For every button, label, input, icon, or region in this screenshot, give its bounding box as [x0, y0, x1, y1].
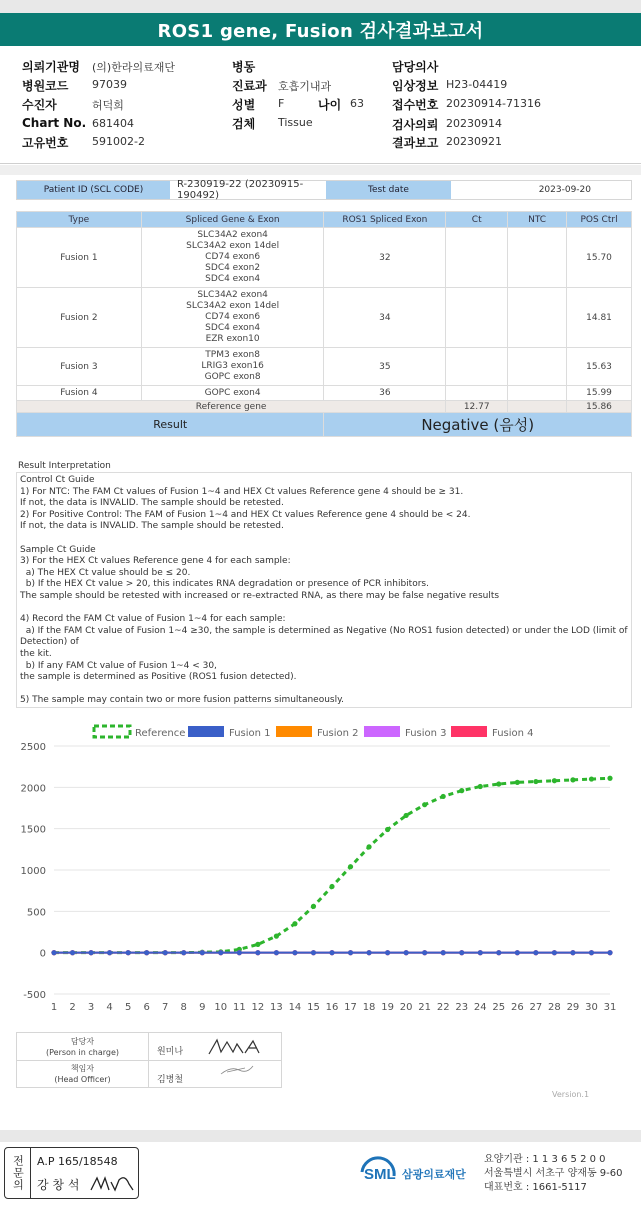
gene-item: SDC4 exon4 [205, 274, 261, 284]
y-tick-label: 1500 [20, 824, 46, 836]
gene-item: SLC34A2 exon4 [197, 230, 268, 240]
row-exon: 34 [324, 288, 446, 348]
gene-item: CD74 exon6 [205, 252, 261, 262]
gene-item: SLC34A2 exon4 [197, 290, 268, 300]
data-point [70, 950, 75, 955]
data-point [478, 950, 483, 955]
x-tick-label: 13 [270, 1002, 283, 1013]
legend-swatch [188, 726, 224, 737]
data-point [366, 950, 371, 955]
x-tick-label: 23 [455, 1002, 469, 1013]
data-point [533, 779, 538, 784]
data-point [88, 950, 93, 955]
x-tick-label: 16 [325, 1002, 339, 1013]
data-point [292, 950, 297, 955]
table-header-row [17, 212, 632, 228]
table-row [17, 348, 632, 386]
value-collector: 허덕희 [92, 99, 124, 112]
gene-item: GOPC exon8 [204, 372, 261, 382]
interpretation-line: 4) Record the FAM Ct value of Fusion 1~4 for each sample: [20, 614, 286, 625]
value-request-date: 20230914 [446, 117, 502, 130]
value-chart-no: 681404 [92, 117, 134, 130]
data-point [311, 950, 316, 955]
label-chart-no: Chart No. [22, 116, 87, 130]
signature-table [16, 1032, 282, 1088]
label-request-date: 검사의뢰 [392, 118, 439, 132]
bottom-band [0, 1130, 641, 1142]
data-point [274, 950, 279, 955]
legend-swatch [94, 726, 130, 737]
logo-text: SML [364, 1166, 396, 1183]
data-point [404, 813, 409, 818]
value-report-date: 20230921 [446, 135, 502, 148]
legend-label: Fusion 4 [492, 728, 534, 739]
row-type: Fusion 3 [17, 348, 142, 386]
y-tick-label: 2500 [20, 742, 46, 753]
interpretation-line: If not, the data is INVALID. The sample should be retested. [20, 521, 284, 532]
x-tick-label: 28 [548, 1002, 561, 1013]
data-point [311, 904, 316, 909]
data-point [163, 950, 168, 955]
data-point [385, 950, 390, 955]
sml-logo [358, 1152, 478, 1192]
footer-address-block [484, 1153, 623, 1195]
top-band [0, 0, 641, 13]
x-tick-label: 9 [199, 1002, 206, 1013]
row-pos: 15.70 [567, 228, 632, 288]
value-receipt-no: 20230914-71316 [446, 97, 541, 110]
data-point [292, 921, 297, 926]
data-point [329, 950, 334, 955]
data-point [607, 776, 612, 781]
label-collector: 수진자 [22, 98, 57, 112]
result-row [17, 413, 632, 437]
data-point [478, 784, 483, 789]
head-officer-label [17, 1060, 148, 1087]
phone: 대표번호 : 1661-5117 [484, 1182, 587, 1193]
x-tick-label: 26 [510, 1002, 524, 1013]
row-type: Fusion 2 [17, 288, 142, 348]
data-point [533, 950, 538, 955]
value-clinical-info: H23-04419 [446, 78, 508, 91]
data-point [348, 950, 353, 955]
x-tick-label: 11 [232, 1002, 246, 1013]
label-department: 진료과 [232, 79, 267, 93]
interpretation-line: the kit. [20, 648, 52, 659]
label-sex: 성별 [232, 98, 256, 112]
row-ct [446, 228, 508, 288]
x-tick-label: 21 [418, 1002, 432, 1013]
x-tick-label: 10 [214, 1002, 228, 1013]
person-label-ko: 담당자 [70, 1036, 95, 1046]
x-tick-label: 22 [436, 1002, 450, 1013]
row-genes [141, 386, 324, 401]
table-row [17, 386, 632, 401]
x-tick-label: 3 [87, 1002, 95, 1013]
data-point [348, 864, 353, 869]
legend-swatch [364, 726, 400, 737]
data-point [459, 788, 464, 793]
x-tick-label: 29 [566, 1002, 580, 1013]
header-genes: Spliced Gene & Exon [141, 212, 324, 228]
x-tick-label: 14 [288, 1002, 302, 1013]
data-point [552, 950, 557, 955]
x-tick-label: 2 [69, 1002, 76, 1013]
row-exon: 36 [324, 386, 446, 401]
header-pos: POS Ctrl [567, 212, 632, 228]
specialist-stamp [4, 1147, 139, 1199]
data-point [237, 950, 242, 955]
row-ntc [508, 386, 567, 401]
head-signature [217, 1062, 257, 1078]
data-point [441, 950, 446, 955]
data-point [329, 884, 334, 889]
data-point [274, 934, 279, 939]
head-label-en: (Head Officer) [54, 1074, 111, 1084]
data-point [441, 794, 446, 799]
row-pos: 15.99 [567, 386, 632, 401]
data-point [144, 950, 149, 955]
specialist-signature [89, 1172, 137, 1196]
result-label: Result [17, 413, 324, 437]
company-name: 삼광의료재단 [402, 1168, 466, 1181]
interpretation-line: If not, the data is INVALID. The sample should be retested. [20, 498, 284, 509]
gene-item: EZR exon10 [205, 334, 260, 344]
value-institution: (의)한라의료재단 [92, 61, 175, 74]
interpretation-line: 1) For NTC: The FAM Ct values of Fusion 1~4 and HEX Ct values Reference gene 4 should be ≥ 31. [20, 486, 464, 497]
amplification-chart [0, 716, 641, 1022]
results-table [16, 211, 632, 437]
interpretation-line: b) If the HEX Ct value > 20, this indicates RNA degradation or presence of PCR inhibitors. [20, 579, 429, 590]
data-point [589, 950, 594, 955]
row-ntc [508, 288, 567, 348]
reference-ntc [508, 401, 567, 413]
header-exon: ROS1 Spliced Exon [324, 212, 446, 228]
x-tick-label: 19 [381, 1002, 394, 1013]
row-ct [446, 288, 508, 348]
head-label-ko: 책임자 [70, 1063, 95, 1073]
y-tick-label: 0 [39, 948, 46, 960]
label-report-date: 결과보고 [392, 136, 439, 150]
pid-label: Patient ID (SCL CODE) [17, 181, 170, 199]
value-hospital-code: 97039 [92, 78, 127, 91]
gene-item: CD74 exon6 [205, 312, 261, 322]
person-in-charge-label [17, 1033, 148, 1060]
data-point [515, 950, 520, 955]
x-tick-label: 5 [124, 1002, 132, 1013]
separator-band [0, 165, 641, 175]
row-ct [446, 348, 508, 386]
header-type: Type [17, 212, 142, 228]
data-point [515, 780, 520, 785]
data-point [607, 950, 612, 955]
interpretation-line: b) If any FAM Ct value of Fusion 1~4 < 30, [20, 660, 217, 671]
patient-id-row [16, 180, 632, 200]
row-genes [141, 228, 324, 288]
address: 서울특별시 서초구 양재동 9-60 [484, 1168, 623, 1179]
person-name: 원미나 [156, 1047, 184, 1057]
row-ntc [508, 348, 567, 386]
value-department: 호흡기내과 [278, 80, 332, 93]
data-point [422, 802, 427, 807]
data-point [570, 777, 575, 782]
y-tick-label: -500 [23, 990, 46, 1001]
data-point [255, 950, 260, 955]
series-line-reference [54, 778, 610, 952]
interpretation-line [20, 603, 628, 615]
reference-pos: 15.86 [567, 401, 632, 413]
interpretation-line [20, 533, 628, 545]
person-signature [207, 1036, 267, 1058]
x-tick-label: 20 [399, 1002, 413, 1013]
interpretation-line: The sample should be retested with increased or re-extracted RNA, as there may be false negative results [20, 590, 500, 601]
legend-label: Fusion 2 [317, 728, 359, 739]
row-exon: 32 [324, 228, 446, 288]
data-point [107, 950, 112, 955]
interpretation-title: Result Interpretation [18, 461, 111, 471]
y-tick-label: 2000 [20, 783, 46, 795]
pid-value: R-230919-22 (20230915-190492) [177, 179, 304, 201]
x-tick-label: 1 [50, 1002, 58, 1013]
x-tick-label: 8 [180, 1002, 187, 1013]
y-tick-label: 1000 [20, 866, 46, 877]
value-age: 63 [350, 97, 364, 110]
x-tick-label: 18 [362, 1002, 376, 1013]
legend-label: Reference [135, 728, 186, 739]
gene-item: LRIG3 exon16 [201, 361, 264, 371]
interpretation-line: Sample Ct Guide [20, 544, 96, 555]
data-point [459, 950, 464, 955]
row-type: Fusion 1 [17, 228, 142, 288]
interpretation-line: a) If the FAM Ct value of Fusion 1~4 ≥30, the sample is determined as Negative (No ROS1 fusion detected) or under the LOD (limit of Detection) of [20, 625, 631, 648]
x-tick-label: 25 [492, 1002, 506, 1013]
header-ntc: NTC [508, 212, 567, 228]
label-ward: 병동 [232, 60, 256, 74]
test-date-value: 2023-09-20 [538, 185, 591, 195]
data-point [385, 827, 390, 832]
report-title: ROS1 gene, Fusion 검사결과보고서 [0, 13, 641, 46]
interpretation-line: the sample is determined as Positive (ROS1 fusion detected). [20, 672, 297, 683]
stamp-side-label: 전문의 [5, 1148, 31, 1198]
license-number: A.P 165/18548 [37, 1155, 118, 1168]
label-clinical-info: 임상정보 [392, 79, 439, 93]
label-institution: 의뢰기관명 [22, 60, 80, 74]
head-name: 김병철 [156, 1075, 184, 1085]
row-genes [141, 288, 324, 348]
interpretation-line [20, 684, 628, 696]
interpretation-line: a) The HEX Ct value should be ≤ 20. [20, 567, 191, 578]
row-pos: 15.63 [567, 348, 632, 386]
legend-label: Fusion 3 [405, 728, 447, 739]
care-number: 요양기관 : 1 1 3 6 5 2 0 0 [484, 1154, 606, 1165]
x-tick-label: 27 [529, 1002, 543, 1013]
label-age: 나이 [318, 98, 342, 112]
table-row [17, 288, 632, 348]
gene-item: SDC4 exon4 [205, 323, 261, 333]
legend-swatch [451, 726, 487, 737]
person-label-en: (Person in charge) [45, 1047, 120, 1057]
interpretation-line: 5) The sample may contain two or more fusion patterns simultaneously. [20, 695, 345, 706]
label-specimen: 검체 [232, 117, 256, 131]
x-tick-label: 15 [307, 1002, 320, 1013]
data-point [255, 942, 260, 947]
reference-label: Reference gene [17, 401, 446, 413]
label-unique-no: 고유번호 [22, 136, 69, 150]
gene-item: GOPC exon4 [204, 387, 261, 398]
gene-item: SDC4 exon2 [205, 263, 261, 273]
data-point [126, 950, 131, 955]
data-point [366, 844, 371, 849]
reference-ct: 12.77 [446, 401, 508, 413]
interpretation-line: 3) For the HEX Ct values Reference gene 4 for each sample: [20, 556, 291, 567]
x-tick-label: 24 [473, 1002, 487, 1013]
row-ntc [508, 228, 567, 288]
header-ct: Ct [446, 212, 508, 228]
label-receipt-no: 접수번호 [392, 98, 439, 112]
data-point [51, 950, 56, 955]
x-tick-label: 31 [603, 1002, 617, 1013]
data-point [589, 776, 594, 781]
legend-swatch [276, 726, 312, 737]
label-doctor: 담당의사 [392, 60, 439, 74]
row-type: Fusion 4 [17, 386, 142, 401]
x-tick-label: 12 [251, 1002, 265, 1013]
reference-row [17, 401, 632, 413]
gene-item: TPM3 exon8 [205, 350, 260, 360]
specialist-name: 강 창 석 [37, 1178, 80, 1192]
data-point [200, 950, 205, 955]
row-ct [446, 386, 508, 401]
label-hospital-code: 병원코드 [22, 79, 69, 93]
x-tick-label: 6 [143, 1002, 150, 1013]
data-point [422, 950, 427, 955]
row-pos: 14.81 [567, 288, 632, 348]
gene-item: SLC34A2 exon 14del [186, 301, 280, 311]
result-value: Negative (음성) [324, 413, 632, 437]
data-point [496, 781, 501, 786]
data-point [570, 950, 575, 955]
row-genes [141, 348, 324, 386]
test-date-label: Test date [326, 181, 451, 199]
value-sex: F [278, 97, 285, 110]
x-tick-label: 17 [344, 1002, 357, 1013]
interpretation-line: Control Ct Guide [20, 475, 95, 485]
x-tick-label: 30 [585, 1002, 598, 1013]
y-tick-label: 500 [26, 907, 46, 919]
data-point [552, 778, 557, 783]
table-row [17, 228, 632, 288]
value-specimen: Tissue [278, 116, 313, 129]
interpretation-box [16, 472, 632, 708]
version-label: Version.1 [552, 1090, 590, 1099]
row-exon: 35 [324, 348, 446, 386]
legend-label: Fusion 1 [229, 728, 271, 739]
gene-item: SLC34A2 exon 14del [186, 241, 280, 251]
data-point [496, 950, 501, 955]
value-unique-no: 591002-2 [92, 135, 145, 148]
data-point [218, 950, 223, 955]
data-point [404, 950, 409, 955]
data-point [181, 950, 186, 955]
x-tick-label: 7 [162, 1002, 169, 1013]
patient-info-panel [0, 46, 641, 164]
interpretation-line: 2) For Positive Control: The FAM of Fusion 1~4 and HEX Ct values Reference gene 4 should be < 24. [20, 509, 471, 520]
x-tick-label: 4 [106, 1002, 113, 1013]
